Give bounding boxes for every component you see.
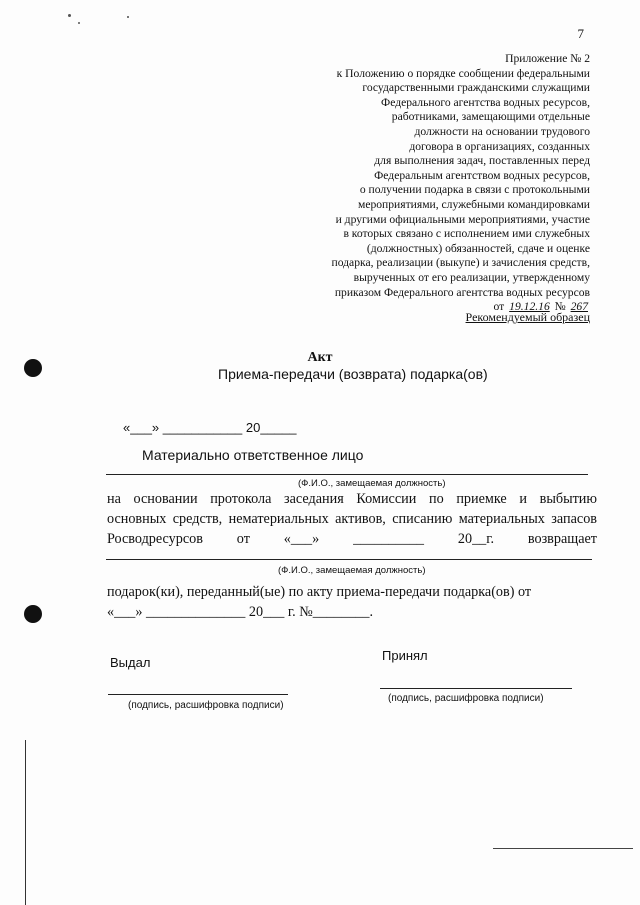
appendix-line: к Положению о порядке сообщении федеральными bbox=[336, 66, 590, 80]
paragraph-2 bbox=[107, 582, 597, 622]
appendix-line: в которых связано с исполнением ими служебных bbox=[343, 227, 590, 241]
paragraph-1-line: основных средств, нематериальных активов, списанию материальных запасов bbox=[107, 511, 597, 527]
appendix-line: (должностных) обязанностей, сдаче и оценке bbox=[366, 241, 590, 255]
paragraph-1-line: на основании протокола заседания Комиссии по приемке и выбытию bbox=[107, 491, 597, 507]
fio-line-1 bbox=[106, 474, 588, 475]
act-date-field: «___» ___________ 20_____ bbox=[123, 420, 297, 435]
fio-line-2 bbox=[106, 559, 592, 560]
appendix-line: вырученных от его реализации, утвержденному bbox=[353, 270, 590, 284]
appendix-line: работниками, замещающими отдельные bbox=[391, 110, 590, 124]
order-number: 267 bbox=[570, 300, 588, 314]
appendix-line: и другими официальными мероприятиями, участие bbox=[335, 212, 590, 226]
paragraph-2-line: «___» ______________ 20___ г. №________. bbox=[107, 604, 374, 620]
appendix-line: государственными гражданскими служащими bbox=[362, 81, 590, 95]
appendix-line: о получении подарка в связи с протокольными bbox=[359, 183, 590, 197]
scan-edge-line bbox=[25, 740, 26, 905]
recommended-sample-label: Рекомендуемый образец bbox=[465, 310, 590, 324]
text-fragment: 20__г. bbox=[457, 531, 495, 547]
issued-label: Выдал bbox=[110, 655, 151, 670]
appendix-line: договора в организациях, созданных bbox=[409, 139, 590, 153]
appendix-line: Федеральным агентством водных ресурсов, bbox=[374, 168, 590, 182]
text-fragment: возвращает bbox=[527, 531, 597, 547]
document-subtitle: Приема-передачи (возврата) подарка(ов) bbox=[218, 366, 488, 382]
signature-caption-right: (подпись, расшифровка подписи) bbox=[388, 693, 544, 704]
scan-mark bbox=[78, 22, 80, 24]
appendix-line: мероприятиями, служебными командировками bbox=[357, 197, 590, 211]
paragraph-2-line: подарок(ки), переданный(ые) по акту приема-передачи подарка(ов) от bbox=[107, 584, 532, 600]
accepted-label: Принял bbox=[382, 648, 428, 663]
order-no-label: № bbox=[554, 300, 566, 314]
scan-mark bbox=[127, 16, 129, 18]
page-number: 7 bbox=[577, 26, 584, 41]
text-fragment: __________ bbox=[353, 531, 425, 547]
text-fragment: «___» bbox=[283, 531, 320, 547]
signature-line-right bbox=[380, 688, 572, 689]
appendix-line: приказом Федерального агентства водных ресурсов bbox=[334, 285, 590, 299]
appendix-line: подарка, реализации (выкупе) и зачисления средств, bbox=[331, 256, 590, 270]
document-title: Акт bbox=[307, 350, 333, 365]
scan-mark bbox=[68, 14, 71, 17]
appendix-line: должности на основании трудового bbox=[414, 124, 590, 138]
paragraph-1 bbox=[107, 489, 597, 549]
text-fragment: Росводресурсов bbox=[107, 531, 203, 547]
scan-edge-line bbox=[493, 848, 633, 849]
paragraph-1-last-line bbox=[107, 529, 597, 549]
appendix-line: Приложение № 2 bbox=[505, 52, 590, 65]
order-prefix: от bbox=[493, 300, 505, 314]
signature-caption-left: (подпись, расшифровка подписи) bbox=[128, 700, 284, 711]
appendix-header bbox=[290, 52, 590, 315]
text-fragment: от bbox=[236, 531, 250, 547]
order-date: 19.12.16 bbox=[509, 300, 550, 314]
punch-hole-bottom bbox=[24, 605, 42, 623]
appendix-line: Федерального агентства водных ресурсов, bbox=[381, 95, 590, 109]
responsible-person-label: Материально ответственное лицо bbox=[142, 447, 364, 463]
fio-caption-1: (Ф.И.О., замещаемая должность) bbox=[298, 478, 446, 489]
appendix-line: для выполнения задач, поставленных перед bbox=[374, 154, 590, 168]
signature-line-left bbox=[108, 694, 288, 695]
fio-caption-2: (Ф.И.О., замещаемая должность) bbox=[278, 565, 426, 576]
